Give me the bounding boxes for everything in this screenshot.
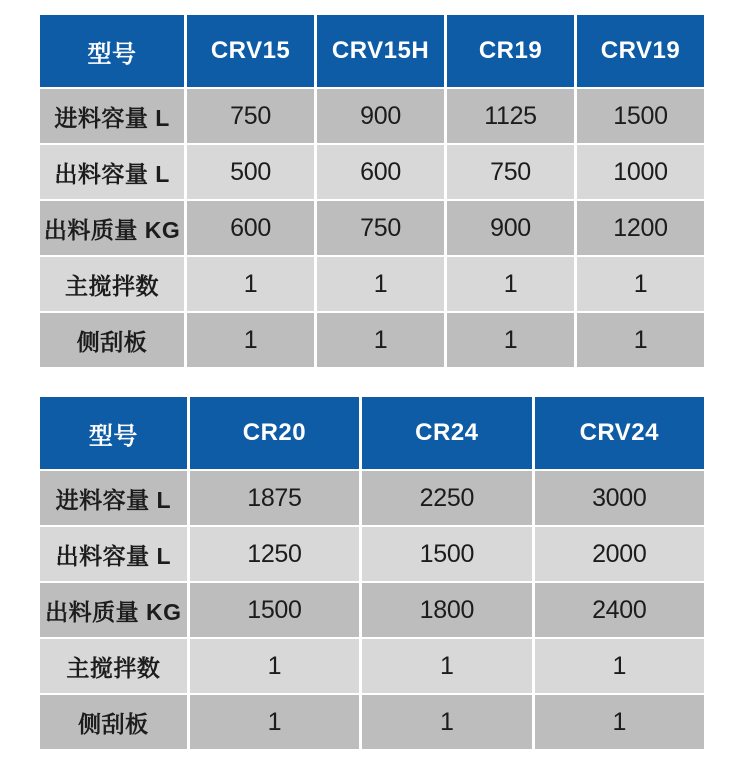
model-name-header: CRV15H — [317, 15, 444, 87]
spec-value-cell: 900 — [317, 89, 444, 143]
header-row — [40, 397, 704, 469]
spec-value-cell: 1 — [190, 695, 359, 749]
spec-row-label: 进料容量 L — [40, 471, 187, 525]
spec-value-cell: 1875 — [190, 471, 359, 525]
spec-row — [40, 527, 704, 581]
spec-row — [40, 89, 704, 143]
spec-value-cell: 3000 — [535, 471, 704, 525]
model-column-header: 型号 — [40, 15, 184, 87]
spec-value-cell: 1500 — [362, 527, 531, 581]
spec-table-small-models — [37, 13, 707, 369]
spec-value-cell: 1500 — [577, 89, 704, 143]
model-name-header: CRV24 — [535, 397, 704, 469]
spec-value-cell: 750 — [317, 201, 444, 255]
spec-value-cell: 750 — [447, 145, 574, 199]
spec-value-cell: 1125 — [447, 89, 574, 143]
spec-row — [40, 145, 704, 199]
spec-row-label: 出料质量 KG — [40, 583, 187, 637]
spec-row-label: 出料容量 L — [40, 145, 184, 199]
spec-value-cell: 1000 — [577, 145, 704, 199]
spec-value-cell: 600 — [187, 201, 314, 255]
spec-value-cell: 1 — [317, 313, 444, 367]
spec-value-cell: 2400 — [535, 583, 704, 637]
spec-row-label: 进料容量 L — [40, 89, 184, 143]
spec-value-cell: 500 — [187, 145, 314, 199]
spec-value-cell: 2000 — [535, 527, 704, 581]
spec-row — [40, 471, 704, 525]
spec-value-cell: 1 — [362, 639, 531, 693]
spec-row — [40, 313, 704, 367]
spec-value-cell: 1 — [447, 313, 574, 367]
spec-value-cell: 1 — [190, 639, 359, 693]
spec-value-cell: 1 — [577, 257, 704, 311]
model-name-header: CRV15 — [187, 15, 314, 87]
spec-value-cell: 1 — [362, 695, 531, 749]
spec-value-cell: 1 — [447, 257, 574, 311]
spec-row-label: 主搅拌数 — [40, 257, 184, 311]
spec-value-cell: 600 — [317, 145, 444, 199]
model-name-header: CR19 — [447, 15, 574, 87]
spec-value-cell: 750 — [187, 89, 314, 143]
spec-row — [40, 695, 704, 749]
spec-value-cell: 1200 — [577, 201, 704, 255]
model-column-header: 型号 — [40, 397, 187, 469]
spec-value-cell: 1 — [535, 695, 704, 749]
spec-value-cell: 900 — [447, 201, 574, 255]
spec-row — [40, 583, 704, 637]
header-row — [40, 15, 704, 87]
spec-value-cell: 1500 — [190, 583, 359, 637]
spec-value-cell: 1 — [577, 313, 704, 367]
spec-row-label: 出料质量 KG — [40, 201, 184, 255]
spec-value-cell: 1 — [535, 639, 704, 693]
spec-value-cell: 2250 — [362, 471, 531, 525]
spec-row — [40, 639, 704, 693]
spec-table-large-models — [37, 395, 707, 751]
model-name-header: CRV19 — [577, 15, 704, 87]
model-name-header: CR20 — [190, 397, 359, 469]
spec-row-label: 出料容量 L — [40, 527, 187, 581]
spec-row-label: 侧刮板 — [40, 313, 184, 367]
spec-row-label: 主搅拌数 — [40, 639, 187, 693]
spec-value-cell: 1 — [187, 313, 314, 367]
spec-value-cell: 1250 — [190, 527, 359, 581]
spec-value-cell: 1800 — [362, 583, 531, 637]
spec-value-cell: 1 — [187, 257, 314, 311]
spec-row — [40, 201, 704, 255]
spec-row — [40, 257, 704, 311]
spec-row-label: 侧刮板 — [40, 695, 187, 749]
model-name-header: CR24 — [362, 397, 531, 469]
spec-value-cell: 1 — [317, 257, 444, 311]
